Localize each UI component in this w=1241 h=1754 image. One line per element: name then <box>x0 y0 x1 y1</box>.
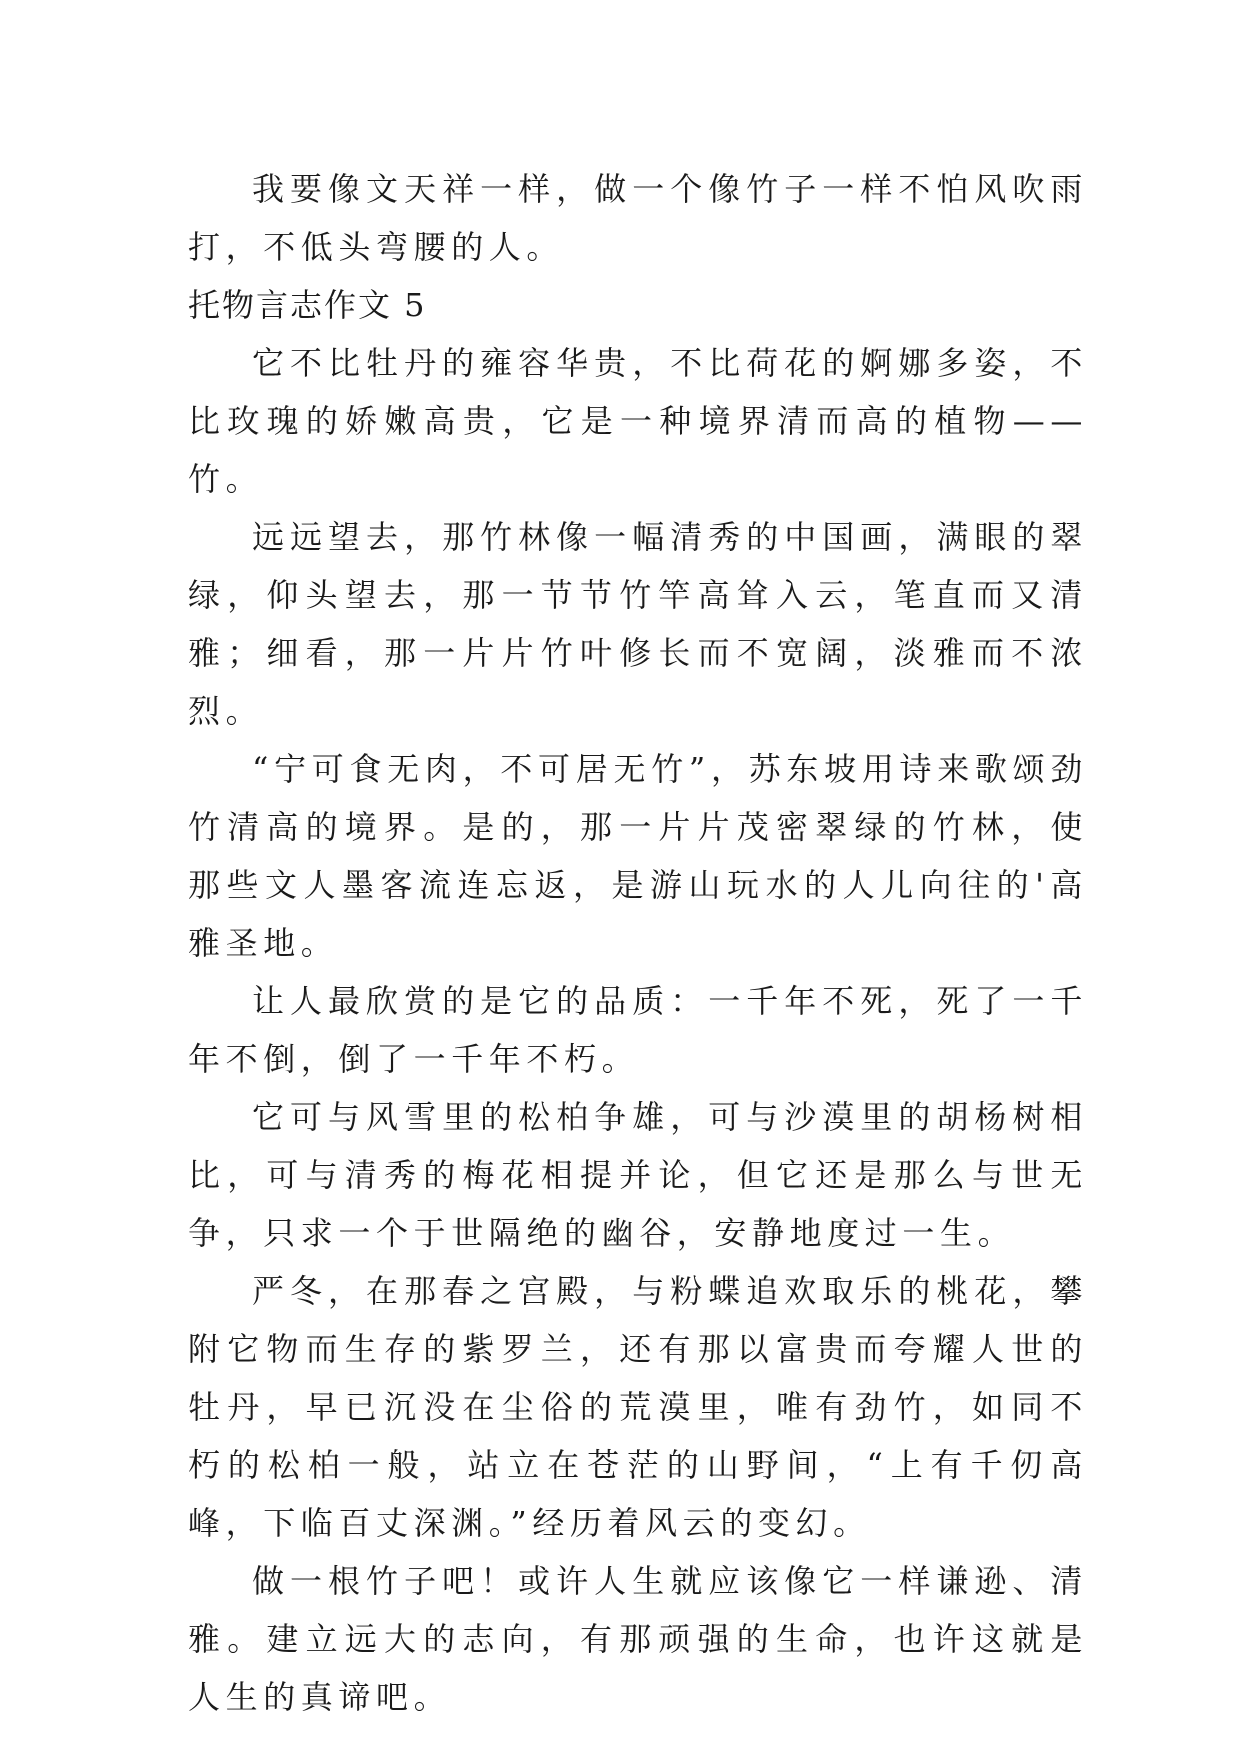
document-body <box>188 160 1088 1726</box>
paragraph-7: 做一根竹子吧！或许人生就应该像它一样谦逊、清雅。建立远大的志向，有那顽强的生命，也许这就是人生的真谛吧。 <box>188 1562 1088 1716</box>
paragraph-3: “宁可食无肉，不可居无竹”，苏东坡用诗来歌颂劲竹清高的境界。是的，那一片片茂密翠绿的竹林，使那些文人墨客流连忘返，是游山玩水的人儿向往的'高雅圣地。 <box>188 750 1088 962</box>
paragraph-6: 严冬，在那春之宫殿，与粉蝶追欢取乐的桃花，攀附它物而生存的紫罗兰，还有那以富贵而夸耀人世的牡丹，早已沉没在尘俗的荒漠里，唯有劲竹，如同不朽的松柏一般，站立在苍茫的山野间，“上有千仞高峰，下临百丈深渊。”经历着风云的变幻。 <box>188 1272 1088 1542</box>
paragraph-1: 它不比牡丹的雍容华贵，不比荷花的婀娜多姿，不比玫瑰的娇嫩高贵，它是一种境界清而高的植物——竹。 <box>188 344 1088 498</box>
paragraph-2: 远远望去，那竹林像一幅清秀的中国画，满眼的翠绿，仰头望去，那一节节竹竿高耸入云，笔直而又清雅；细看，那一片片竹叶修长而不宽阔，淡雅而不浓烈。 <box>188 518 1088 730</box>
paragraph-4: 让人最欣赏的是它的品质：一千年不死，死了一千年不倒，倒了一千年不朽。 <box>188 982 1088 1078</box>
paragraph-intro: 我要像文天祥一样，做一个像竹子一样不怕风吹雨打，不低头弯腰的人。 <box>188 170 1088 266</box>
paragraph-5: 它可与风雪里的松柏争雄，可与沙漠里的胡杨树相比，可与清秀的梅花相提并论，但它还是那么与世无争，只求一个于世隔绝的幽谷，安静地度过一生。 <box>188 1098 1088 1252</box>
section-heading: 托物言志作文 5 <box>188 286 427 324</box>
